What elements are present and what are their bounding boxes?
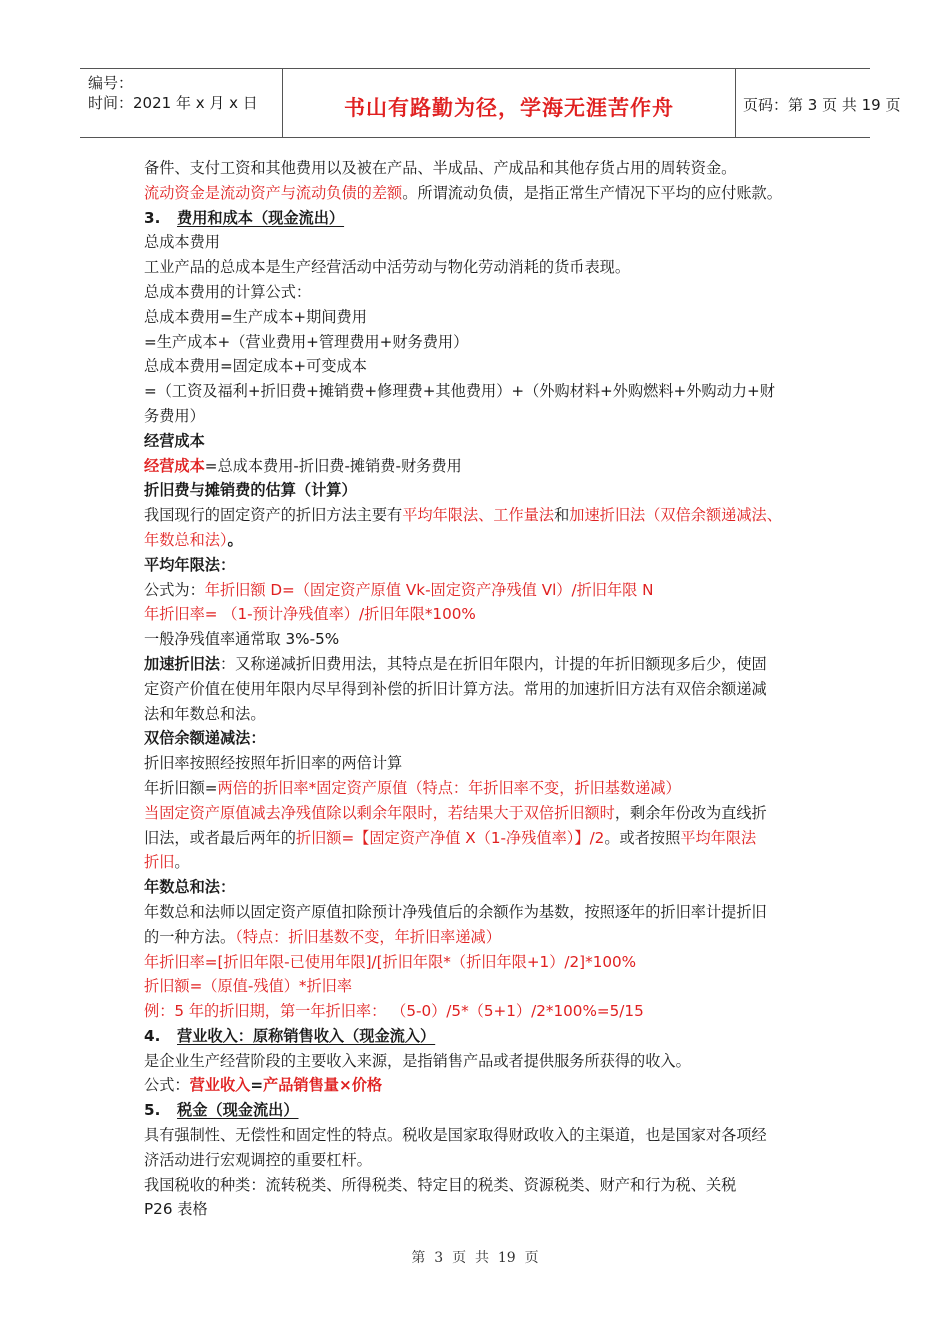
paragraph: 具有强制性、无偿性和固定性的特点。税收是国家取得财政收入的主渠道，也是国家对各项经: [144, 1126, 767, 1145]
paragraph: 折旧率按照经按照年折旧率的两倍计算: [144, 754, 403, 773]
text: 年折旧额=: [144, 778, 218, 797]
formula-line: 总成本费用=生产成本+期间费用: [144, 307, 367, 326]
text: 和: [554, 506, 570, 525]
highlight-text: 平均年限法: [680, 828, 757, 847]
text: 。: [174, 853, 190, 872]
formula-line: 务费用）: [144, 406, 205, 425]
formula-line: [144, 1073, 816, 1098]
formula-line: 年折旧率=[折旧年限-已使用年限]/[折旧年限*（折旧年限+1）/2]*100%: [144, 952, 637, 971]
example-line: 例：5 年的折旧期，第一年折旧率： （5-0）/5*（5+1）/2*100%=5/15: [144, 1002, 644, 1021]
highlight-text: 、: [478, 506, 494, 525]
subheading-double-declining: 双倍余额递减法：: [144, 729, 266, 748]
page-header: [80, 68, 901, 138]
text: 。: [227, 530, 243, 549]
document-date-label: 时间：2021 年 x 月 x 日: [88, 94, 258, 112]
highlight-text: 年折旧额 D=（固定资产原值 Vk-固定资产净残值 Vl）/折旧年限 N: [204, 580, 654, 599]
paragraph: 定资产价值在使用年限内尽早得到补偿的折旧计算方法。常用的加速折旧方法有双倍余额递减: [144, 679, 767, 698]
header-motto: 书山有路勤为径，学海无涯苦作舟: [344, 95, 674, 120]
paragraph: [144, 528, 816, 553]
text: ：又称递减折旧费用法，其特点是在折旧年限内，计提的年折旧额现多后少，使固: [219, 654, 767, 673]
section-title: 费用和成本（现金流出）: [177, 208, 345, 227]
header-page-cell: [735, 69, 901, 137]
paragraph: [144, 652, 816, 677]
subheading-straight-line: 平均年限法：: [144, 555, 236, 574]
text: 。或者按照: [604, 828, 681, 847]
formula-line: [144, 454, 816, 479]
formula-line: 总成本费用=固定成本+可变成本: [144, 357, 367, 376]
text: 我国现行的固定资产的折旧方法主要有: [144, 506, 403, 525]
formula-line: [144, 578, 816, 603]
section-heading-4: [144, 1024, 816, 1049]
text: 旧法，或者最后两年的: [144, 828, 296, 847]
highlight-text: 工作量法: [493, 506, 555, 525]
text: 公式为：: [144, 580, 205, 599]
paragraph: [144, 826, 816, 851]
formula-line: [144, 776, 816, 801]
paragraph: 年数总和法师以固定资产原值扣除预计净残值后的余额作为基数，按照逐年的折旧率计提折旧: [144, 902, 767, 921]
formula-line: =（工资及福利+折旧费+摊销费+修理费+其他费用）+（外购材料+外购燃料+外购动力+财: [144, 382, 775, 401]
highlight-text: 加速折旧法（双倍余额递减法、: [569, 506, 782, 525]
formula-line: 年折旧率= （1-预计净残值率）/折旧年限*100%: [144, 605, 476, 624]
highlight-text: （特点：折旧基数不变，年折旧率递减）: [235, 927, 501, 946]
paragraph: [144, 801, 816, 826]
header-page-number: 页码：第 3 页 共 19 页: [743, 96, 901, 114]
section-number: 5.: [144, 1101, 161, 1120]
section-heading-3: [144, 206, 816, 231]
highlight-text: 平均年限法: [402, 506, 479, 525]
text: =: [250, 1076, 264, 1095]
paragraph: 济活动进行宏观调控的重要杠杆。: [144, 1150, 372, 1169]
text: 。所谓流动负债，是指正常生产情况下平均的应付账款。: [402, 183, 782, 202]
highlight-text: 产品销售量×价格: [263, 1076, 383, 1095]
highlight-text: 折旧额=【固定资产净值 X（1-净残值率）】/2: [295, 828, 605, 847]
text: =总成本费用-折旧费-摊销费-财务费用: [204, 456, 462, 475]
paragraph: 一般净残值率通常取 3%-5%: [144, 630, 340, 649]
paragraph: 总成本费用: [144, 233, 220, 252]
highlight-text: 两倍的折旧率*固定资产原值（特点：年折旧率不变，折旧基数递减）: [217, 778, 681, 797]
paragraph: 工业产品的总成本是生产经营活动中活劳动与物化劳动消耗的货币表现。: [144, 258, 630, 277]
paragraph: 我国税收的种类：流转税类、所得税类、特定目的税类、资源税类、财产和行为税、关税: [144, 1175, 737, 1194]
paragraph: [144, 925, 816, 950]
highlight-text: 折旧: [144, 853, 175, 872]
formula-line: 折旧额=（原值-残值）*折旧率: [144, 977, 353, 996]
subheading-sum-of-years: 年数总和法：: [144, 878, 236, 897]
subheading-depreciation: 折旧费与摊销费的估算（计算）: [144, 481, 357, 500]
highlight-text: 年数总和法）: [144, 530, 228, 549]
document-number-label: 编号：: [88, 74, 134, 92]
paragraph: 是企业生产经营阶段的主要收入来源，是指销售产品或者提供服务所获得的收入。: [144, 1051, 691, 1070]
text: 的一种方法。: [144, 927, 236, 946]
highlight-text: 经营成本: [144, 456, 205, 475]
highlight-text: 营业收入: [189, 1076, 251, 1095]
section-title: 税金（现金流出）: [177, 1101, 299, 1120]
paragraph: [144, 503, 816, 528]
paragraph: 备件、支付工资和其他费用以及被在产品、半成品、产成品和其他存货占用的周转资金。: [144, 159, 737, 177]
paragraph: P26 表格: [144, 1200, 208, 1219]
header-meta-cell: [80, 69, 282, 137]
paragraph: [144, 850, 816, 875]
text: 公式：: [144, 1076, 190, 1095]
formula-line: =生产成本+（营业费用+管理费用+财务费用）: [144, 332, 469, 351]
section-heading-5: [144, 1098, 816, 1123]
document-body: [144, 156, 816, 1222]
highlight-text: 流动资金是流动资产与流动负债的差额: [144, 183, 403, 202]
paragraph: 总成本费用的计算公式：: [144, 282, 312, 301]
paragraph: [144, 181, 816, 206]
term-bold: 加速折旧法: [144, 654, 220, 673]
page-footer: [0, 1247, 950, 1267]
footer-page-number: 第 3 页 共 19 页: [411, 1250, 539, 1266]
highlight-text: 当固定资产原值减去净残值除以剩余年限时，若结果大于双倍折旧额时: [144, 803, 615, 822]
subheading-operating-cost: 经营成本: [144, 431, 205, 450]
header-motto-cell: [282, 69, 736, 137]
paragraph: 法和年数总和法。: [144, 704, 266, 723]
section-number: 3.: [144, 208, 161, 227]
text: ，剩余年份改为直线折: [614, 803, 767, 822]
section-title: 营业收入：原称销售收入（现金流入）: [177, 1026, 436, 1045]
section-number: 4.: [144, 1026, 161, 1045]
